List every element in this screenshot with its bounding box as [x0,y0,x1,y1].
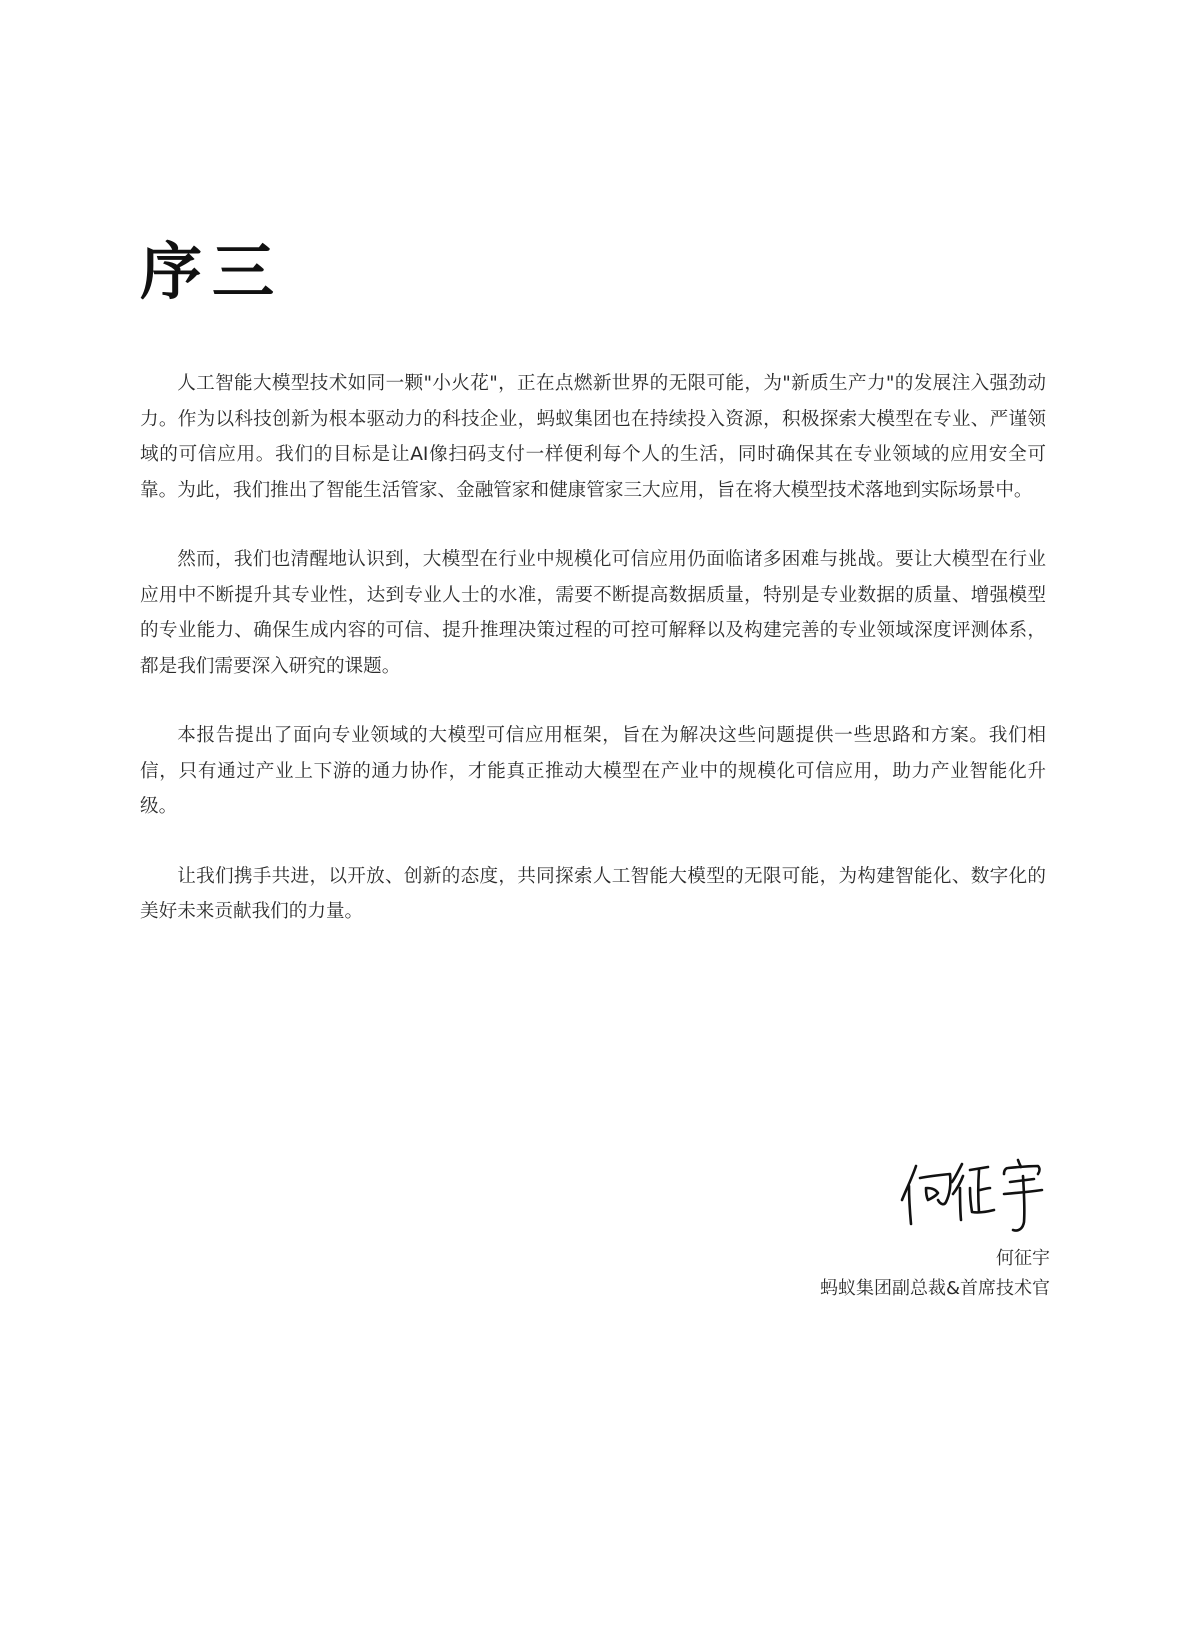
page-title: 序三 [140,235,285,308]
handwritten-signature [900,1158,1050,1240]
signer-title: 蚂蚁集团副总裁&首席技术官 [819,1278,1050,1299]
paragraph-1: 人工智能大模型技术如同一颗"小火花"，正在点燃新世界的无限可能，为"新质生产力"的发展注入强劲动力。作为以科技创新为根本驱动力的科技企业，蚂蚁集团也在持续投入资源，积极探索大模型在专业、严谨领域的可信应用。我们的目标是让AI像扫码支付一样便利每个人的生活，同时确保其在专业领域的应用安全可靠。为此，我们推出了智能生活管家、金融管家和健康管家三大应用，旨在将大模型技术落地到实际场景中。 [140,373,1046,501]
signer-name: 何征宇 [996,1248,1050,1269]
paragraph-3: 本报告提出了面向专业领域的大模型可信应用框架，旨在为解决这些问题提供一些思路和方案。我们相信，只有通过产业上下游的通力协作，才能真正推动大模型在产业中的规模化可信应用，助力产业智能化升级。 [140,725,1046,817]
signature-block [820,1158,1050,1304]
paragraph-4: 让我们携手共进，以开放、创新的态度，共同探索人工智能大模型的无限可能，为构建智能化、数字化的美好未来贡献我们的力量。 [140,865,1046,922]
body-text [140,366,1046,964]
paragraph-2: 然而，我们也清醒地认识到，大模型在行业中规模化可信应用仍面临诸多困难与挑战。要让大模型在行业应用中不断提升其专业性，达到专业人士的水准，需要不断提高数据质量，特别是专业数据的质量、增强模型的专业能力、确保生成内容的可信、提升推理决策过程的可控可解释以及构建完善的专业领域深度评测体系，都是我们需要深入研究的课题。 [140,549,1046,677]
